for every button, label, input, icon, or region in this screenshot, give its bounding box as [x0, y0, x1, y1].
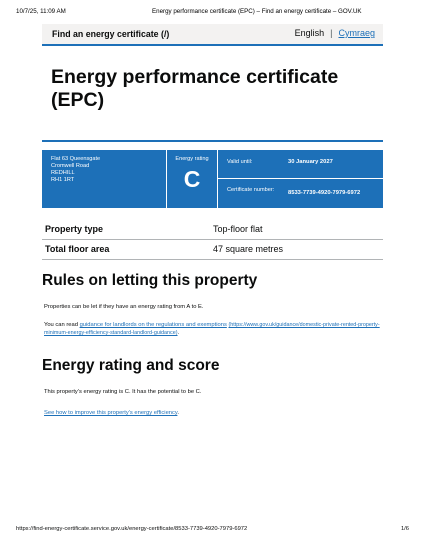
energy-rating-label: Energy rating	[175, 156, 209, 162]
address-line: REDHILL	[51, 170, 75, 176]
print-page-title: Energy performance certificate (EPC) – Find an energy certificate – GOV.UK	[152, 8, 362, 15]
print-footer	[16, 526, 409, 536]
service-header	[42, 24, 383, 46]
valid-until-label: Valid until:	[227, 159, 253, 165]
address-line: RH1 1RT	[51, 177, 75, 183]
address-line: Cromwell Road	[51, 163, 90, 169]
guidance-prefix: You can read	[44, 322, 80, 328]
letting-guidance-paragraph	[44, 322, 384, 338]
summary-row-property-type	[42, 220, 383, 240]
language-english: English	[294, 28, 325, 38]
print-footer-url: https://find-energy-certificate.service.gov.uk/energy-certificate/8533-7739-4920-7979-6972	[16, 526, 248, 532]
language-separator: |	[330, 28, 333, 38]
certificate-number-value: 8533-7739-4920-7979-6972	[288, 190, 361, 196]
title-divider	[42, 140, 383, 142]
print-datetime: 10/7/25, 11:09 AM	[16, 8, 66, 15]
improve-efficiency-paragraph	[44, 410, 384, 418]
address-line: Flat 63 Queensgate	[51, 156, 101, 162]
print-page-number: 1/6	[400, 526, 409, 532]
summary-key: Total floor area	[45, 244, 110, 254]
certificate-number-row	[218, 179, 383, 208]
energy-rating-value: C	[183, 166, 201, 192]
landlord-guidance-url[interactable]: (https://www.gov.uk/guidance/domestic-private-rented-property-minimum-energy-efficiency-standard-landlord-guidance)	[44, 322, 380, 336]
property-address	[42, 150, 167, 208]
language-welsh-link[interactable]: Cymraeg	[338, 28, 375, 38]
valid-until-row	[218, 150, 383, 179]
certificate-number-label: Certificate number:	[227, 187, 275, 193]
epc-summary-box	[42, 150, 383, 208]
certificate-meta	[218, 150, 383, 208]
letting-paragraph: Properties can be let if they have an energy rating from A to E.	[44, 304, 204, 310]
service-name-link[interactable]: Find an energy certificate (/)	[52, 29, 170, 39]
energy-rating-panel	[167, 150, 218, 208]
summary-row-floor-area	[42, 240, 383, 260]
language-toggle	[295, 28, 375, 38]
page-title: Energy performance certificate (EPC)	[51, 66, 339, 111]
summary-key: Property type	[45, 224, 104, 234]
valid-until-value: 30 January 2027	[288, 159, 333, 165]
letting-heading: Rules on letting this property	[42, 272, 258, 289]
improve-efficiency-link[interactable]: See how to improve this property’s energy efficiency	[44, 410, 178, 416]
summary-value: 47 square metres	[213, 244, 284, 254]
energy-rating-paragraph: This property’s energy rating is C. It has the potential to be C.	[44, 389, 202, 395]
print-header	[16, 8, 409, 20]
energy-rating-heading: Energy rating and score	[42, 357, 220, 374]
summary-value: Top-floor flat	[213, 224, 263, 234]
guidance-suffix: .	[177, 329, 180, 336]
landlord-guidance-link[interactable]: guidance for landlords on the regulations and exemptions	[79, 322, 227, 328]
improve-suffix: .	[177, 410, 180, 416]
